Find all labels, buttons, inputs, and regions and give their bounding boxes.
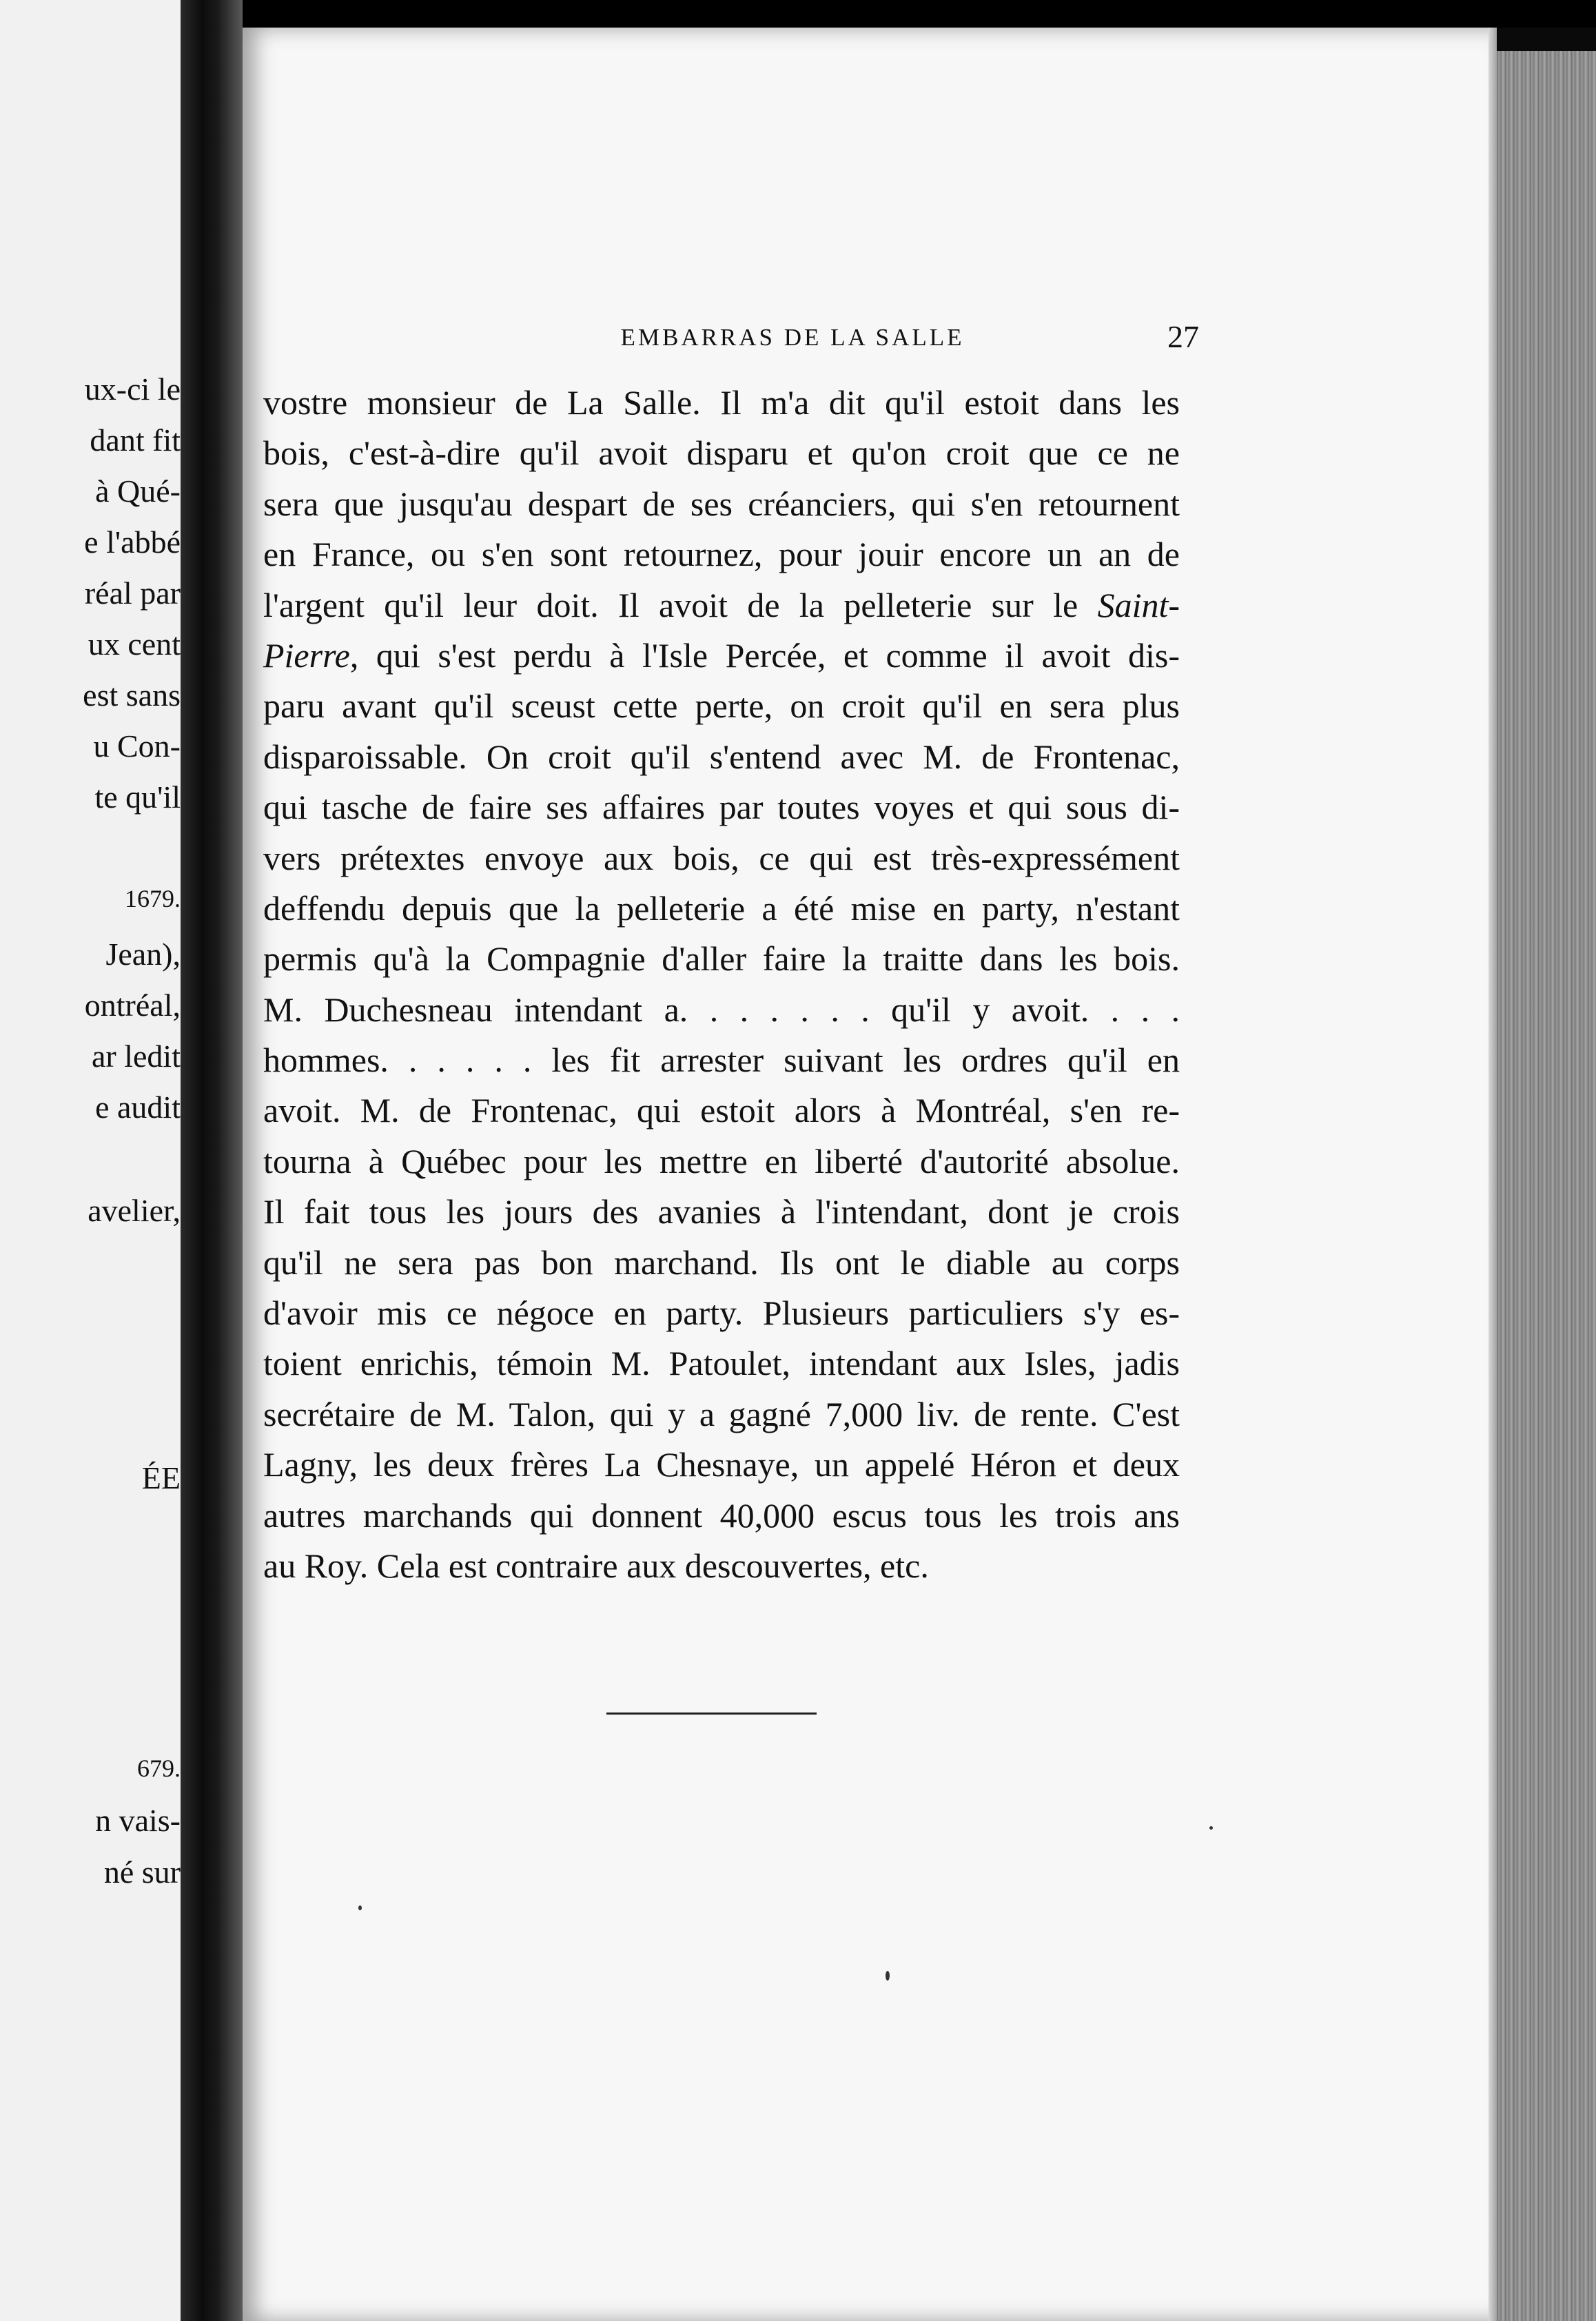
left-page-line: te qu'il: [94, 779, 181, 815]
running-header: EMBARRAS DE LA SALLE: [620, 324, 965, 351]
paper-speck: [886, 1971, 890, 1981]
left-page-line: e l'abbé: [84, 524, 181, 560]
text-line: au Roy. Cela est contraire aux descouvertes, etc.: [263, 1546, 929, 1585]
text-line: tourna à Québec pour les mettre en liberté d'autorité absolue.: [263, 1141, 1180, 1180]
text-line-segment: , qui s'est perdu à l'Isle Percée, et comme il avoit dis-: [349, 635, 1180, 675]
left-page-line: ux cent: [88, 626, 181, 662]
closing-rule: [606, 1712, 817, 1715]
book-edge-top: [1497, 28, 1596, 51]
left-page-line: e audit: [95, 1090, 181, 1125]
text-line: [263, 631, 1180, 681]
left-page-line: est sans: [83, 677, 181, 713]
text-line-segment: l'argent qu'il leur doit. Il avoit de la pelleterie sur le: [263, 585, 1078, 624]
left-page-line: avelier,: [88, 1193, 181, 1228]
left-page-line: n vais-: [95, 1803, 181, 1838]
italic-name: Saint-: [1097, 585, 1180, 624]
text-line: autres marchands qui donnent 40,000 escus tous les trois ans: [263, 1495, 1180, 1535]
text-line: vers prétextes envoye aux bois, ce qui est très-expressément: [263, 838, 1180, 877]
left-page-line: ar ledit: [92, 1039, 181, 1074]
body-text: [263, 378, 1180, 1591]
left-page-line: à Qué-: [95, 473, 181, 509]
book-gutter-shadow: [181, 0, 243, 2321]
text-line: disparoissable. On croit qu'il s'entend avec M. de Frontenac,: [263, 737, 1180, 776]
text-line: Lagny, les deux frères La Chesnaye, un appelé Héron et deux: [263, 1445, 1180, 1484]
left-page-line: ontréal,: [84, 988, 181, 1023]
left-page-line: ux-ci le: [84, 371, 181, 407]
text-line: paru avant qu'il sceust cette perte, on croit qu'il en sera plus: [263, 686, 1180, 726]
text-line: deffendu depuis que la pelleterie a été mise en party, n'estant: [263, 888, 1180, 928]
text-line: hommes. . . . . . les fit arrester suivant les ordres qu'il en: [263, 1041, 1180, 1080]
left-page-line: dant fit: [90, 422, 181, 458]
text-line: avoit. M. de Frontenac, qui estoit alors à Montréal, s'en re-: [263, 1091, 1180, 1130]
left-page-line: ÉE: [141, 1460, 181, 1495]
book-page-edges: [1497, 51, 1596, 2321]
left-page-line: Jean),: [105, 937, 181, 972]
text-line: toient enrichis, témoin M. Patoulet, intendant aux Isles, jadis: [263, 1344, 1180, 1383]
left-page-line: réal par: [84, 575, 181, 611]
paper-speck: [358, 1905, 362, 1910]
text-line: qui tasche de faire ses affaires par toutes voyes et qui sous di-: [263, 788, 1180, 827]
left-page-line: 679.: [137, 1755, 181, 1782]
text-line: en France, ou s'en sont retournez, pour jouir encore un an de: [263, 535, 1180, 574]
text-line: secrétaire de M. Talon, qui y a gagné 7,000 liv. de rente. C'est: [263, 1394, 1180, 1433]
text-line: sera que jusqu'au despart de ses créanciers, qui s'en retournent: [263, 484, 1180, 523]
left-facing-page: [0, 0, 181, 2321]
left-page-line: u Con-: [93, 728, 181, 764]
italic-name: Pierre: [263, 635, 350, 675]
text-line: bois, c'est-à-dire qu'il avoit disparu et qu'on croit que ce ne: [263, 433, 1180, 473]
page-number: 27: [1167, 319, 1199, 354]
left-page-line: 1679.: [125, 885, 181, 912]
text-line: M. Duchesneau intendant a. . . . . . . qu'il y avoit. . . .: [263, 990, 1180, 1029]
paper-speck: [1209, 1826, 1213, 1830]
text-line: vostre monsieur de La Salle. Il m'a dit qu'il estoit dans les: [263, 383, 1180, 422]
text-line: [263, 580, 1180, 631]
text-line: d'avoir mis ce négoce en party. Plusieurs particuliers s'y es-: [263, 1294, 1180, 1333]
text-line: Il fait tous les jours des avanies à l'intendant, dont je crois: [263, 1192, 1180, 1231]
text-line: qu'il ne sera pas bon marchand. Ils ont le diable au corps: [263, 1243, 1180, 1282]
left-page-line: né sur: [103, 1854, 181, 1890]
text-line: permis qu'à la Compagnie d'aller faire la traitte dans les bois.: [263, 939, 1180, 979]
